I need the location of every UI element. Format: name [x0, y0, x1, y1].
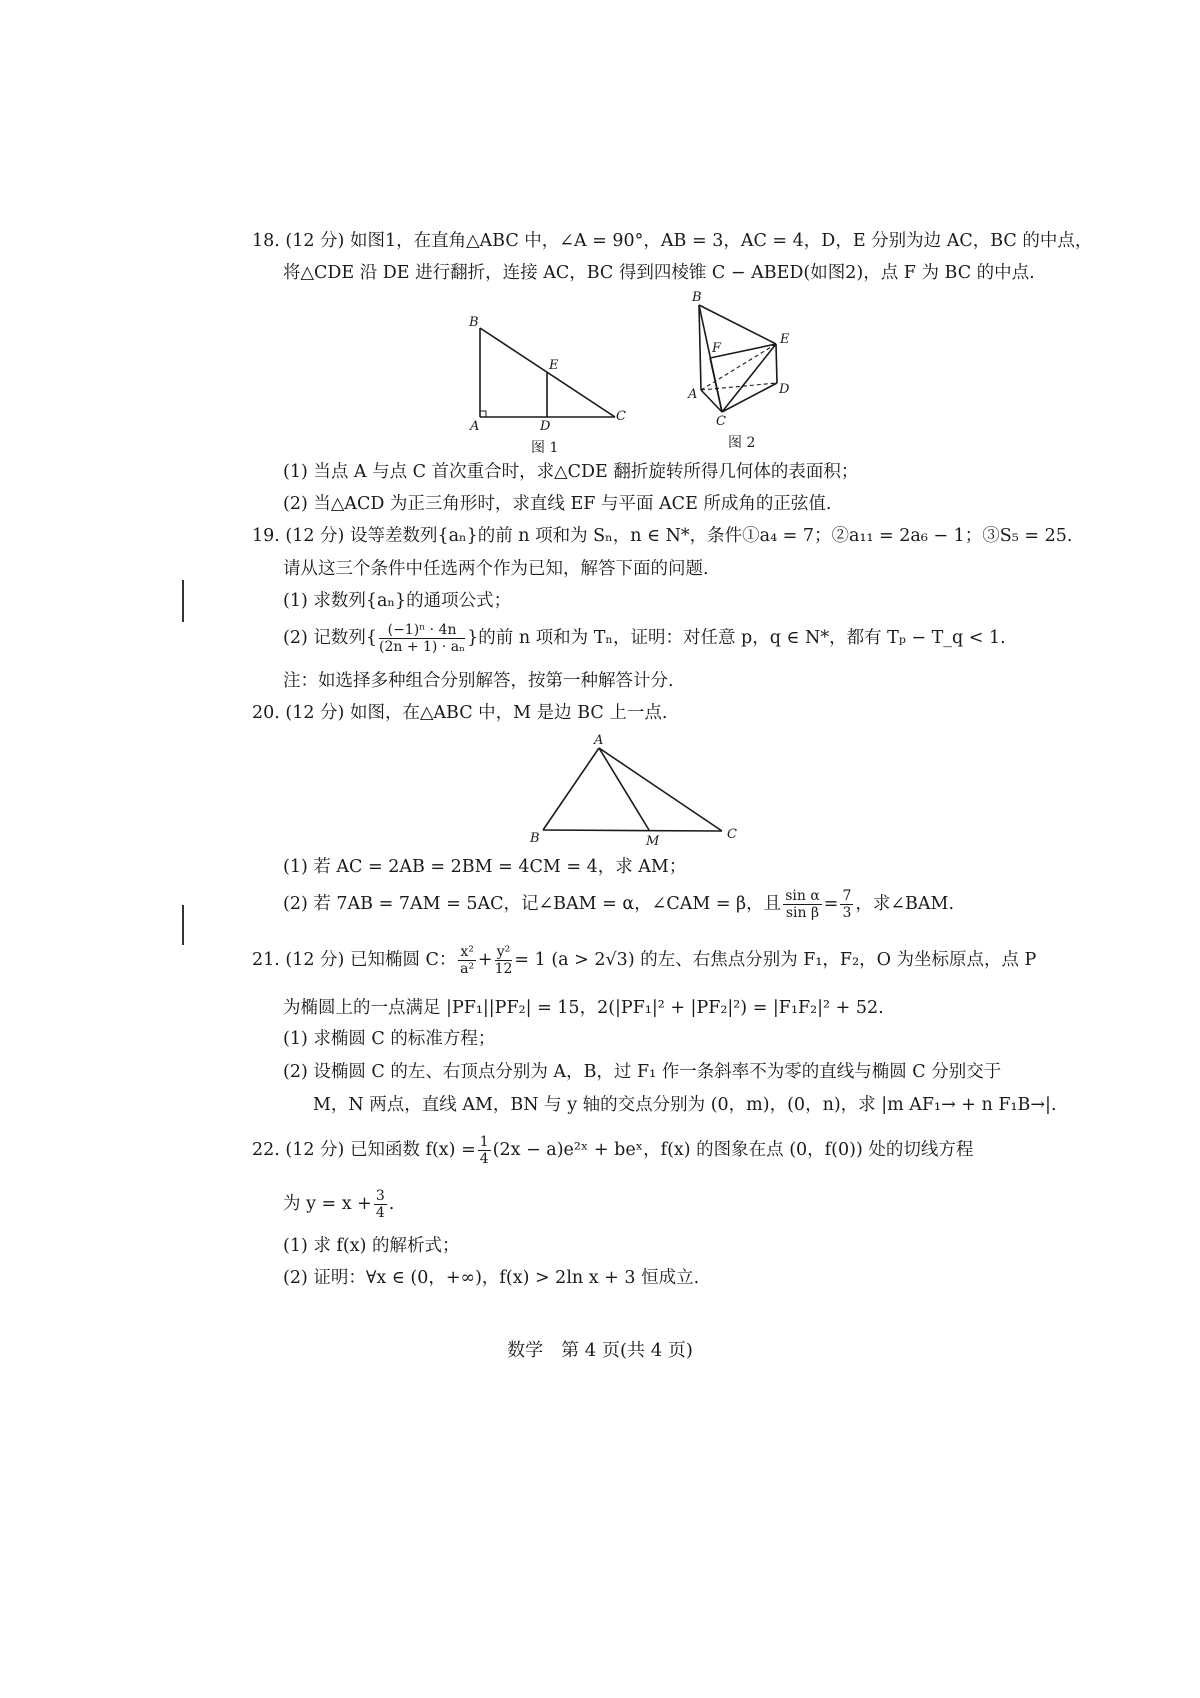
- fig2-label-c: C: [716, 414, 726, 429]
- fig1-label-d: D: [540, 419, 551, 434]
- fig1-caption: 图 1: [531, 440, 559, 456]
- q22-line1-prefix: 22. (12 分) 已知函数 f(x) =: [252, 1140, 476, 1160]
- fig1-label-c: C: [616, 409, 626, 424]
- fig2-label-f: F: [712, 341, 722, 356]
- q21-part2-cont: M，N 两点，直线 AM，BN 与 y 轴的交点分别为 (0，m)，(0，n)，求 |m AF₁→ + n F₁B→|.: [313, 1095, 1057, 1115]
- margin-mark: [182, 580, 184, 622]
- q20-sin-fraction: [783, 888, 822, 921]
- q20-sin-den: sin β: [785, 905, 820, 921]
- fig1-label-b: B: [469, 315, 479, 330]
- q21-part1: (1) 求椭圆 C 的标准方程；: [283, 1029, 496, 1049]
- margin-mark: [182, 905, 184, 945]
- q22-tangent-fraction: [374, 1188, 387, 1221]
- q20-part1: (1) 若 AC = 2AB = 2BM = 4CM = 4，求 AM；: [283, 857, 687, 877]
- q21-line1-prefix: 21. (12 分) 已知椭圆 C：: [252, 950, 457, 970]
- q22-frac-num: 1: [479, 1134, 489, 1150]
- q22-frac2-num: 3: [375, 1188, 385, 1204]
- q22-part2: (2) 证明：∀x ∈ (0，+∞)，f(x) > 2ln x + 3 恒成立.: [283, 1268, 700, 1288]
- q20-line1: 20. (12 分) 如图，在△ABC 中，M 是边 BC 上一点.: [252, 703, 668, 723]
- fig3-label-c: C: [727, 827, 737, 842]
- q22-line2-prefix: 为 y = x +: [283, 1194, 372, 1214]
- q22-frac2-den: 4: [375, 1205, 385, 1221]
- fig1-label-e: E: [549, 358, 559, 373]
- q20-ratio-num: 7: [842, 888, 852, 904]
- q19-part2: (2) 记数列{ $\frac{\text{(−1)ⁿ · 4n}}{\text{(2n + 1) · aₙ}}$ }的前 n 项和为 Tₙ，证明：对任意 p，q ∈ N*，都有 Tₚ − T_q < 1.: [283, 622, 1006, 655]
- q22-line2-suffix: .: [388, 1194, 395, 1214]
- q21-line1: [252, 940, 1036, 980]
- q18-part1: (1) 当点 A 与点 C 首次重合时，求△CDE 翻折旋转所得几何体的表面积；: [283, 462, 859, 482]
- fig2-label-a: A: [688, 387, 698, 402]
- page-footer: 数学 第 4 页(共 4 页): [507, 1340, 693, 1361]
- q22-quarter-fraction: [478, 1134, 491, 1167]
- q20-ratio-fraction: [840, 888, 853, 921]
- q21-line2: 为椭圆上的一点满足 |PF₁||PF₂| = 15，2(|PF₁|² + |PF₂|²) = |F₁F₂|² + 52.: [283, 998, 884, 1018]
- q18-part2: (2) 当△ACD 为正三角形时，求直线 EF 与平面 ACE 所成角的正弦值.: [283, 494, 832, 514]
- q21-x-num: x²: [460, 944, 474, 960]
- q22-line1: [252, 1130, 973, 1170]
- q18-line2: 将△CDE 沿 DE 进行翻折，连接 AC，BC 得到四棱锥 C − ABED(如图2)，点 F 为 BC 的中点.: [283, 263, 1035, 283]
- q20-part2-suffix: ，求∠BAM.: [855, 894, 955, 914]
- fig2-caption: 图 2: [728, 435, 756, 451]
- q21-line1-suffix: = 1 (a > 2√3) 的左、右焦点分别为 F₁，F₂，O 为坐标原点，点 P: [514, 950, 1037, 970]
- q18-line1: 18. (12 分) 如图1，在直角△ABC 中，∠A = 90°，AB = 3，AC = 4，D，E 分别为边 AC，BC 的中点，: [252, 231, 1093, 251]
- q20-ratio-den: 3: [842, 905, 852, 921]
- q22-line1-suffix: (2x − a)e²ˣ + beˣ，f(x) 的图象在点 (0，f(0)) 处的切线方程: [492, 1140, 974, 1160]
- fig2-label-b: B: [692, 290, 702, 305]
- q19-line2: 请从这三个条件中任选两个作为已知，解答下面的问题.: [283, 559, 709, 579]
- q19-part1: (1) 求数列{aₙ}的通项公式；: [283, 591, 512, 611]
- q21-part2: (2) 设椭圆 C 的左、右顶点分别为 A，B，过 F₁ 作一条斜率不为零的直线与椭圆 C 分别交于: [283, 1062, 1002, 1082]
- q19-note: 注：如选择多种组合分别解答，按第一种解答计分.: [283, 671, 674, 691]
- q21-y-fraction: [495, 944, 513, 977]
- q21-plus: +: [477, 950, 493, 970]
- fig3-label-m: M: [646, 834, 660, 849]
- q19-line1: 19. (12 分) 设等差数列{aₙ}的前 n 项和为 Sₙ，n ∈ N*，条件①a₄ = 7；②a₁₁ = 2a₆ − 1；③S₅ = 25.: [252, 526, 1073, 546]
- q19-frac-num: (−1)ⁿ · 4n: [379, 622, 465, 639]
- q20-sin-num: sin α: [785, 888, 820, 904]
- fig2-label-d: D: [779, 382, 790, 397]
- q21-y-den: 12: [494, 961, 513, 977]
- fig2-label-e: E: [780, 332, 790, 347]
- q20-part2: [283, 884, 954, 924]
- q22-frac-den: 4: [479, 1151, 489, 1167]
- fig3-label-b: B: [530, 831, 540, 846]
- q21-x-fraction: [458, 944, 476, 977]
- q19-part2-prefix: (2) 记数列: [283, 628, 366, 648]
- q19-frac-den: (2n + 1) · aₙ: [379, 639, 466, 655]
- q22-part1: (1) 求 f(x) 的解析式；: [283, 1236, 460, 1256]
- q19-part2-suffix: 的前 n 项和为 Tₙ，证明：对任意 p，q ∈ N*，都有 Tₚ − T_q < 1.: [478, 628, 1006, 648]
- fig3-label-a: A: [594, 733, 604, 748]
- q22-line2: [283, 1184, 394, 1224]
- q21-x-den: a²: [460, 961, 475, 977]
- fig1-label-a: A: [470, 419, 480, 434]
- q21-y-num: y²: [495, 944, 513, 961]
- q20-eq: =: [823, 894, 839, 914]
- q20-part2-prefix: (2) 若 7AB = 7AM = 5AC，记∠BAM = α，∠CAM = β，且: [283, 894, 782, 914]
